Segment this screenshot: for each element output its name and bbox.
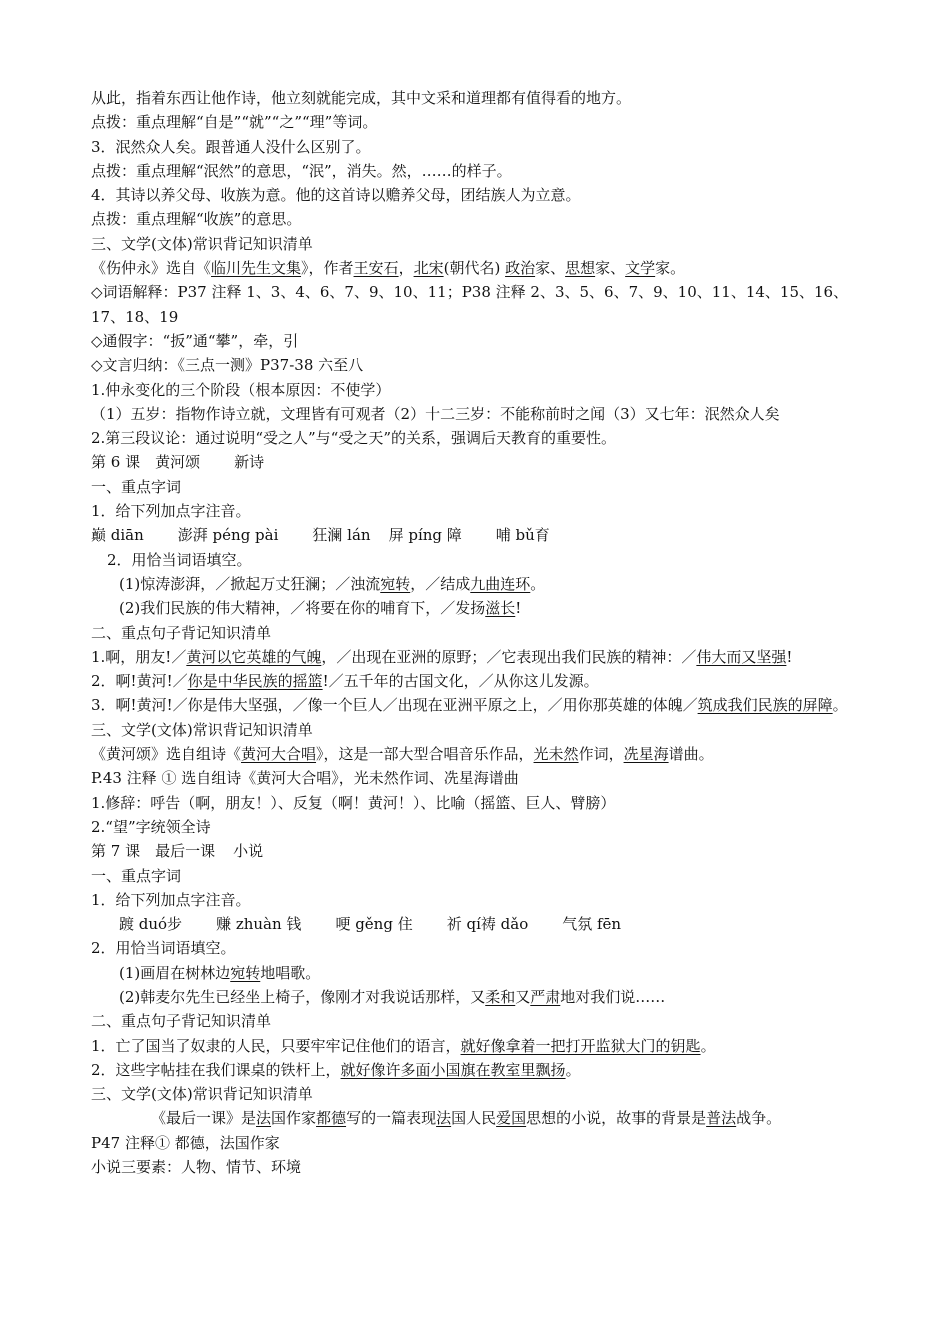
text-line: 3．泯然众人矣。跟普通人没什么区别了。	[91, 137, 371, 156]
text-line: 2．这些字帖挂在我们课桌的铁杆上，就好像许多面小国旗在教室里飘扬。	[91, 1060, 581, 1079]
text-line: 小说三要素：人物、情节、环境	[91, 1158, 302, 1177]
text-line: P47 注释① 都德，法国作家	[91, 1133, 280, 1152]
text-line: 2．用恰当词语填空。	[91, 939, 236, 958]
text-line: 2.“望”字统领全诗	[91, 817, 211, 836]
text-line: 1．亡了国当了奴隶的人民，只要牢牢记住他们的语言，就好像拿着一把打开监狱大门的钥匙。	[91, 1036, 716, 1055]
text-line: 3．啊!黄河!／你是伟大坚强，／像一个巨人／出现在亚洲平原之上，／用你那英雄的体魄／筑成我们民族的屏障。	[91, 696, 848, 715]
text-line: 1.仲永变化的三个阶段（根本原因：不使学）	[91, 380, 391, 399]
section-heading: 二、重点句子背记知识清单	[91, 623, 272, 642]
text-line: 《伤仲永》选自《临川先生文集》，作者王安石，北宋(朝代名) 政治家、思想家、文学家。	[91, 259, 686, 278]
section-heading: 一、重点字词	[91, 477, 182, 496]
text-line: P.43 注释 ① 选自组诗《黄河大合唱》，光未然作词、冼星海谱曲	[91, 769, 519, 788]
text-line: 2．用恰当词语填空。	[107, 550, 252, 569]
text-line: 1．给下列加点字注音。	[91, 502, 251, 521]
text-line: 2．啊!黄河!／你是中华民族的摇篮!／五千年的古国文化，／从你这儿发源。	[91, 672, 599, 691]
text-line: 《黄河颂》选自组诗《黄河大合唱》，这是一部大型合唱音乐作品，光未然作词，冼星海谱曲。	[91, 745, 714, 764]
pinyin-line: 巅 diān 澎湃 péng pài 狂澜 lán 屏 píng 障 哺 bǔ育	[91, 526, 550, 545]
section-heading: 三、文学(文体)常识背记知识清单	[91, 234, 313, 253]
text-line: ◇通假字：“扳”通“攀”，牵，引	[91, 331, 299, 350]
text-line: 点拨：重点理解“自是”“就”“之”“理”等词。	[91, 113, 378, 132]
lesson-heading: 第 7 课 最后一课 小说	[91, 842, 264, 861]
text-line: ◇文言归纳：《三点一测》P37-38 六至八	[91, 356, 364, 375]
lesson-heading: 第 6 课 黄河颂 新诗	[91, 453, 265, 472]
pinyin-line: 踱 duó步 赚 zhuàn 钱 哽 gěng 住 祈 qí祷 dǎo 气氛 fēn	[119, 915, 622, 934]
text-line: 点拨：重点理解“收族”的意思。	[91, 210, 302, 229]
text-line: 点拨：重点理解“泯然”的意思，“泯”，消失。然，……的样子。	[91, 161, 512, 180]
text-line: (1)画眉在树林边宛转地唱歌。	[119, 963, 321, 982]
text-line: (2)我们民族的伟大精神，／将要在你的哺育下，／发扬滋长!	[119, 599, 522, 618]
document-body	[91, 86, 866, 1179]
text-line: 1．给下列加点字注音。	[91, 890, 251, 909]
text-line: （1）五岁：指物作诗立就，文理皆有可观者（2）十二三岁：不能称前时之闻（3）又七年：泯然众人矣	[91, 404, 780, 423]
text-line: ◇词语解释：P37 注释 1、3、4、6、7、9、10、11；P38 注释 2、3、5、6、7、9、10、11、14、15、16、17、18、19	[91, 283, 849, 326]
section-heading: 三、文学(文体)常识背记知识清单	[91, 1085, 313, 1104]
section-heading: 一、重点字词	[91, 866, 182, 885]
section-heading: 二、重点句子背记知识清单	[91, 1012, 272, 1031]
text-line: (2)韩麦尔先生已经坐上椅子，像刚才对我说话那样，又柔和又严肃地对我们说……	[119, 987, 666, 1006]
text-line: 1.啊，朋友!／黄河以它英雄的气魄，／出现在亚洲的原野；／它表现出我们民族的精神：／伟大而又坚强!	[91, 647, 793, 666]
text-line: 《最后一课》是法国作家都德写的一篇表现法国人民爱国思想的小说，故事的背景是普法战争。	[151, 1109, 782, 1128]
text-line: 4．其诗以养父母、收族为意。他的这首诗以赡养父母，团结族人为立意。	[91, 186, 581, 205]
text-line: (1)惊涛澎湃，／掀起万丈狂澜；／浊流宛转，／结成九曲连环。	[119, 574, 546, 593]
text-line: 2.第三段议论：通过说明“受之人”与“受之天”的关系，强调后天教育的重要性。	[91, 429, 616, 448]
text-line: 1.修辞：呼告（啊，朋友！）、反复（啊！黄河！）、比喻（摇篮、巨人、臂膀）	[91, 793, 616, 812]
text-line: 从此，指着东西让他作诗，他立刻就能完成，其中文采和道理都有值得看的地方。	[91, 89, 632, 107]
section-heading: 三、文学(文体)常识背记知识清单	[91, 720, 313, 739]
